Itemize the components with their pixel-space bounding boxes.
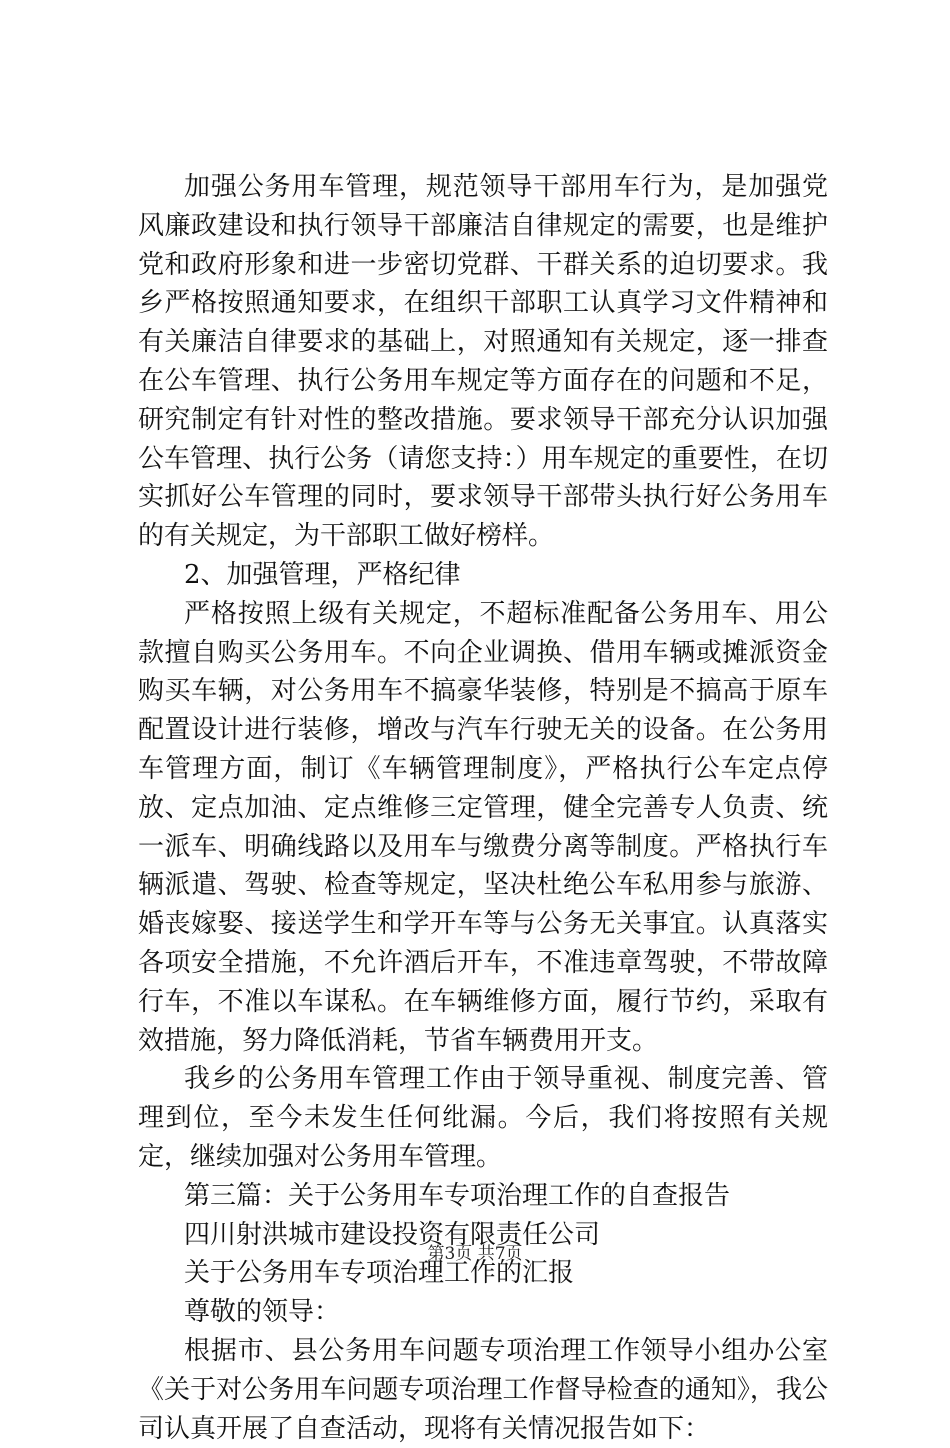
paragraph-official-vehicle-management: 加强公务用车管理，规范领导干部用车行为，是加强党风廉政建设和执行领导干部廉洁自律规定的需要，也是维护党和政府形象和进一步密切党群、干群关系的迫切要求。我乡严格按照通知要求，在组织干部职工认真学习文件精神和有关廉洁自律要求的基础上，对照通知有关规定，逐一排查在公车管理、执行公务用车规定等方面存在的问题和不足，研究制定有针对性的整改措施。要求领导干部充分认识加强公车管理、执行公务（请您支持：）用车规定的重要性，在切实抓好公车管理的同时，要求领导干部带头执行好公务用车的有关规定，为干部职工做好榜样。 xyxy=(138,172,828,552)
paragraph-strict-rules: 严格按照上级有关规定，不超标准配备公务用车、用公款擅自购买公务用车。不向企业调换、借用车辆或摊派资金购买车辆，对公务用车不搞豪华装修，特别是不搞高于原车配置设计进行装修，增改与汽车行驶无关的设备。在公务用车管理方面，制订《车辆管理制度》，严格执行公车定点停放、定点加油、定点维修三定管理，健全完善专人负责、统一派车、明确线路以及用车与缴费分离等制度。严格执行车辆派遣、驾驶、检查等规定，坚决杜绝公车私用参与旅游、婚丧嫁娶、接送学生和学开车等与公务无关事宜。认真落实各项安全措施，不允许酒后开车，不准违章驾驶，不带故障行车，不准以车谋私。在车辆维修方面，履行节约，采取有效措施，努力降低消耗，节省车辆费用开支。 xyxy=(138,598,828,1056)
report-title: 关于公务用车专项治理工作的汇报 xyxy=(184,1258,575,1289)
salutation: 尊敬的领导： xyxy=(184,1297,341,1328)
company-name: 四川射洪城市建设投资有限责任公司 xyxy=(184,1219,601,1250)
paragraph-conclusion: 我乡的公务用车管理工作由于领导重视、制度完善、管理到位，至今未发生任何纰漏。今后，我们将按照有关规定，继续加强对公务用车管理。 xyxy=(138,1064,828,1172)
section-heading-strengthen-management: 2、加强管理，严格纪律 xyxy=(184,559,461,590)
chapter-heading: 第三篇：关于公务用车专项治理工作的自查报告 xyxy=(184,1180,731,1211)
page-number-footer: 第3页 共7页 xyxy=(427,1244,523,1264)
paragraph-self-inspection-intro: 根据市、县公务用车问题专项治理工作领导小组办公室《关于对公务用车问题专项治理工作督导检查的通知》，我公司认真开展了自查活动，现将有关情况报告如下： xyxy=(138,1335,828,1444)
